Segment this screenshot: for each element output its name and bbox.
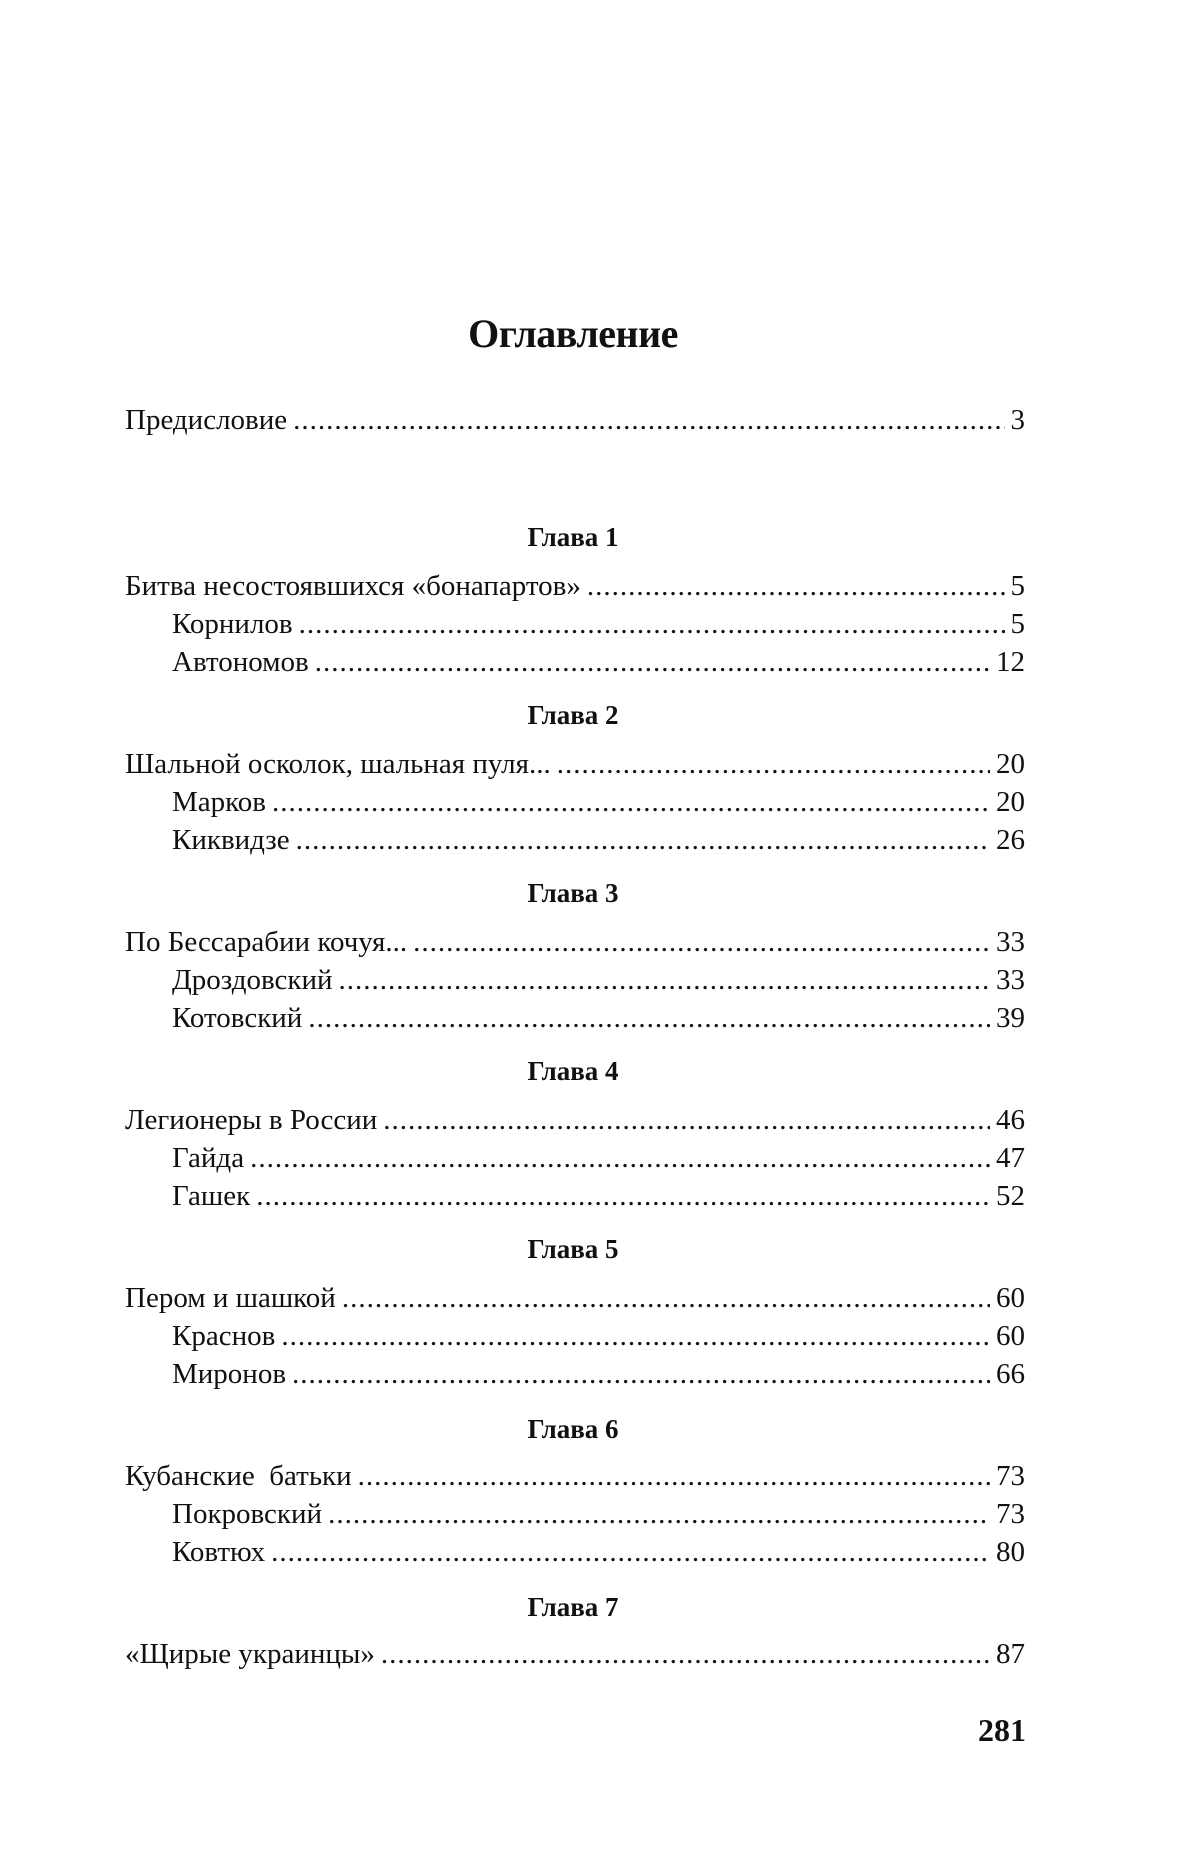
dot-leader bbox=[293, 402, 1004, 438]
toc-subentry bbox=[172, 962, 1025, 998]
dot-leader bbox=[281, 1318, 990, 1354]
chapter-heading: Глава 4 bbox=[0, 1054, 1146, 1088]
toc-entry-page: 33 bbox=[996, 924, 1025, 960]
toc-subentry bbox=[172, 784, 1025, 820]
toc-entry-page: 5 bbox=[1011, 606, 1026, 642]
dot-leader bbox=[381, 1636, 990, 1672]
toc-entry-page: 26 bbox=[996, 822, 1025, 858]
toc-entry-page: 87 bbox=[996, 1636, 1025, 1672]
dot-leader bbox=[328, 1496, 990, 1532]
chapter-heading: Глава 5 bbox=[0, 1232, 1146, 1266]
toc-entry-label: Шальной осколок, шальная пуля... bbox=[125, 746, 551, 782]
toc-entry-page: 60 bbox=[996, 1318, 1025, 1354]
toc-entry bbox=[125, 1458, 1025, 1494]
chapter-heading: Глава 6 bbox=[0, 1412, 1146, 1446]
toc-entry-page: 20 bbox=[996, 746, 1025, 782]
toc-entry-label: Покровский bbox=[172, 1496, 322, 1532]
page-title: Оглавление bbox=[0, 310, 1146, 357]
toc-entry-label: Предисловие bbox=[125, 402, 287, 438]
dot-leader bbox=[413, 924, 990, 960]
chapter-heading: Глава 2 bbox=[0, 698, 1146, 732]
dot-leader bbox=[256, 1178, 990, 1214]
toc-entry-page: 47 bbox=[996, 1140, 1025, 1176]
dot-leader bbox=[271, 1534, 990, 1570]
toc-entry-label: Гайда bbox=[172, 1140, 244, 1176]
toc-entry-page: 3 bbox=[1011, 402, 1026, 438]
toc-subentry bbox=[172, 1356, 1025, 1392]
toc-entry-page: 80 bbox=[996, 1534, 1025, 1570]
toc-entry-page: 20 bbox=[996, 784, 1025, 820]
toc-entry-preface bbox=[125, 402, 1025, 438]
toc-subentry bbox=[172, 1318, 1025, 1354]
toc-entry-page: 5 bbox=[1011, 568, 1026, 604]
toc-subentry bbox=[172, 1140, 1025, 1176]
toc-entry-page: 60 bbox=[996, 1280, 1025, 1316]
dot-leader bbox=[250, 1140, 990, 1176]
toc-entry-label: Битва несостоявшихся «бонапартов» bbox=[125, 568, 581, 604]
toc-entry bbox=[125, 568, 1025, 604]
toc-entry-page: 73 bbox=[996, 1496, 1025, 1532]
toc-entry bbox=[125, 746, 1025, 782]
page-number: 281 bbox=[960, 1712, 1026, 1749]
toc-entry bbox=[125, 1636, 1025, 1672]
toc-entry-page: 52 bbox=[996, 1178, 1025, 1214]
toc-subentry bbox=[172, 1000, 1025, 1036]
dot-leader bbox=[339, 962, 991, 998]
toc-entry-label: Корнилов bbox=[172, 606, 293, 642]
toc-subentry bbox=[172, 1178, 1025, 1214]
toc-entry-label: Кубанские батьки bbox=[125, 1458, 352, 1494]
dot-leader bbox=[383, 1102, 990, 1138]
toc-entry-label: Пером и шашкой bbox=[125, 1280, 336, 1316]
toc-entry-page: 39 bbox=[996, 1000, 1025, 1036]
toc-entry-label: По Бессарабии кочуя... bbox=[125, 924, 407, 960]
toc-entry-label: Марков bbox=[172, 784, 266, 820]
toc-entry-label: Автономов bbox=[172, 644, 309, 680]
toc-subentry bbox=[172, 822, 1025, 858]
chapter-heading: Глава 7 bbox=[0, 1590, 1146, 1624]
toc-entry bbox=[125, 924, 1025, 960]
dot-leader bbox=[272, 784, 990, 820]
book-page bbox=[0, 0, 1200, 1868]
toc-subentry bbox=[172, 1534, 1025, 1570]
toc-entry-page: 33 bbox=[996, 962, 1025, 998]
toc-subentry bbox=[172, 606, 1025, 642]
toc-entry-label: «Щирые украинцы» bbox=[125, 1636, 375, 1672]
toc-entry-label: Дроздовский bbox=[172, 962, 333, 998]
toc-entry-label: Котовский bbox=[172, 1000, 302, 1036]
toc-subentry bbox=[172, 644, 1025, 680]
toc-entry-page: 66 bbox=[996, 1356, 1025, 1392]
dot-leader bbox=[358, 1458, 990, 1494]
toc-entry-label: Гашек bbox=[172, 1178, 250, 1214]
dot-leader bbox=[308, 1000, 990, 1036]
toc-entry-label: Киквидзе bbox=[172, 822, 290, 858]
dot-leader bbox=[587, 568, 1005, 604]
toc-entry bbox=[125, 1102, 1025, 1138]
toc-entry-label: Ковтюх bbox=[172, 1534, 265, 1570]
toc-entry-page: 46 bbox=[996, 1102, 1025, 1138]
chapter-heading: Глава 3 bbox=[0, 876, 1146, 910]
chapter-heading: Глава 1 bbox=[0, 520, 1146, 554]
toc-entry-page: 73 bbox=[996, 1458, 1025, 1494]
dot-leader bbox=[296, 822, 990, 858]
toc-subentry bbox=[172, 1496, 1025, 1532]
dot-leader bbox=[299, 606, 1005, 642]
toc-entry-label: Легионеры в России bbox=[125, 1102, 377, 1138]
dot-leader bbox=[342, 1280, 990, 1316]
toc-entry-label: Краснов bbox=[172, 1318, 275, 1354]
toc-entry-page: 12 bbox=[996, 644, 1025, 680]
dot-leader bbox=[557, 746, 990, 782]
toc-entry bbox=[125, 1280, 1025, 1316]
dot-leader bbox=[292, 1356, 990, 1392]
toc-entry-label: Миронов bbox=[172, 1356, 286, 1392]
dot-leader bbox=[315, 644, 990, 680]
